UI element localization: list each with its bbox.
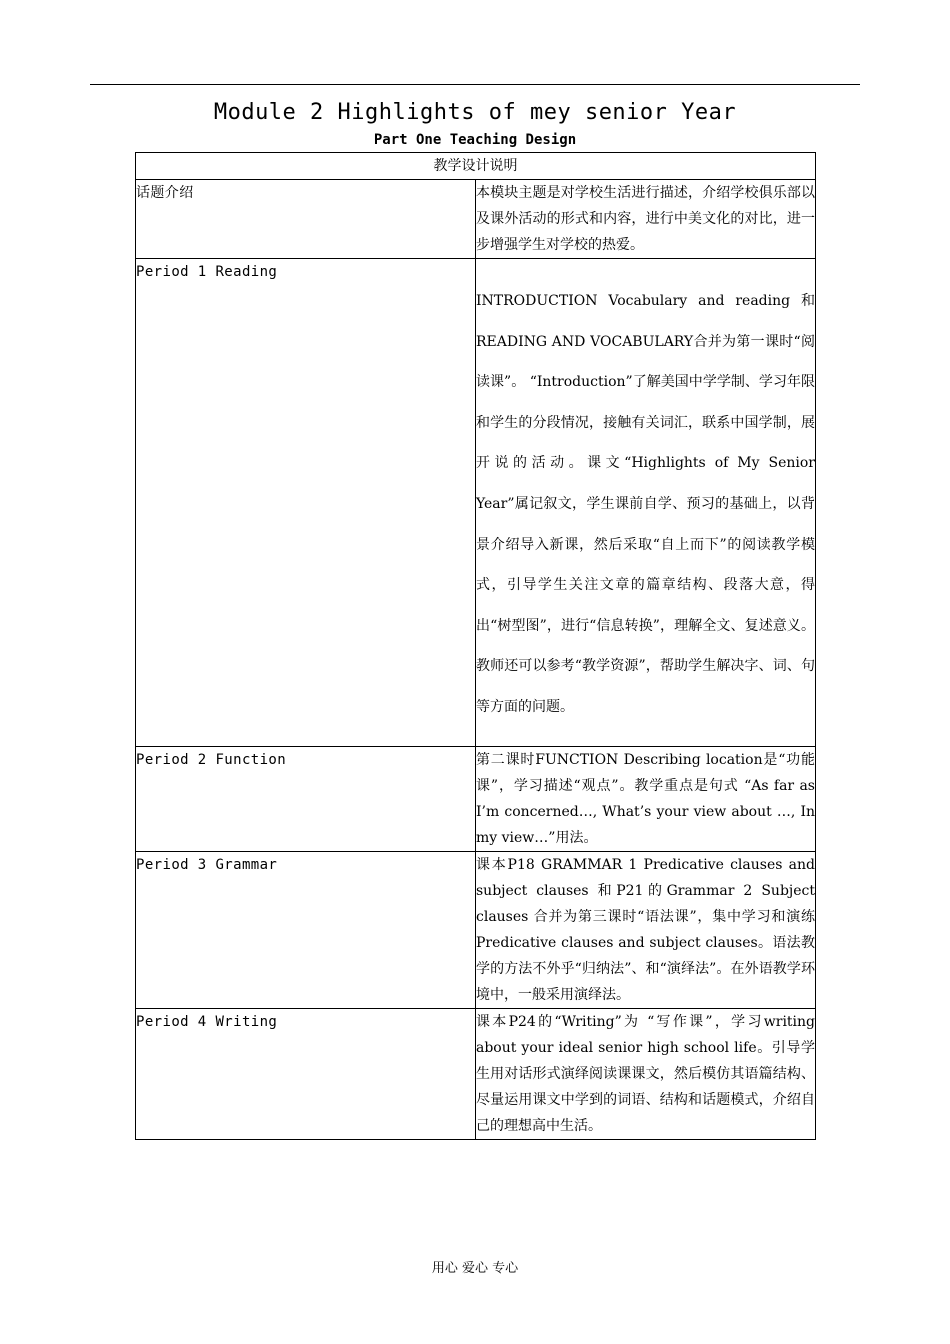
page-footer: 用心 爱心 专心 bbox=[431, 1261, 519, 1276]
document-title: Module 2 Highlights of mey senior Year bbox=[213, 100, 737, 125]
table-header-row bbox=[136, 153, 816, 180]
row-label-function: Period 2 Function bbox=[136, 746, 476, 851]
table-row bbox=[136, 1008, 816, 1139]
table-row bbox=[136, 851, 816, 1008]
row-content-writing: 课本P24的“Writing”为 “写作课”，学习writing about your ideal senior high school life。引导学生用对话形式演绎阅读课课文，然后模仿其语篇结构、尽量运用课文中学到的词语、结构和话题模式，介绍自己的理想高中生活。 bbox=[476, 1008, 816, 1139]
row-content-reading: INTRODUCTION Vocabulary and reading 和 READING AND VOCABULARY合并为第一课时“阅读课”。 “Introduction”了解美国中学学制、学习年限和学生的分段情况，接触有关词汇，联系中国学制，展开说的活动。课文“Highlights of My Senior Year”属记叙文，学生课前自学、预习的基础上，以背景介绍导入新课，然后采取“自上而下”的阅读教学模式，引导学生关注文章的篇章结构、段落大意，得出“树型图”，进行“信息转换”，理解全文、复述意义。教师还可以参考“教学资源”，帮助学生解决字、词、句等方面的问题。 bbox=[476, 293, 815, 715]
header-rule bbox=[90, 84, 860, 85]
table-row bbox=[136, 746, 816, 851]
document-subtitle: Part One Teaching Design bbox=[373, 132, 577, 148]
row-label-topic: 话题介绍 bbox=[136, 180, 476, 259]
row-content-grammar: 课本P18 GRAMMAR 1 Predicative clauses and subject clauses 和P21的Grammar 2 Subject clauses 合并为第三课时“语法课”，集中学习和演练Predicative clauses and subject clauses。语法教学的方法不外乎“归纳法”、和“演绎法”。在外语教学环境中，一般采用演绎法。 bbox=[476, 851, 816, 1008]
row-content-function: 第二课时FUNCTION Describing location是“功能课”，学习描述“观点”。教学重点是句式 “As far as I’m concerned…, What’s your view about …, In my view…”用法。 bbox=[476, 746, 816, 851]
row-content-reading-cell bbox=[476, 259, 816, 747]
row-content-topic: 本模块主题是对学校生活进行描述，介绍学校俱乐部以及课外活动的形式和内容，进行中美文化的对比，进一步增强学生对学校的热爱。 bbox=[476, 180, 816, 259]
row-label-grammar: Period 3 Grammar bbox=[136, 851, 476, 1008]
table-row bbox=[136, 180, 816, 259]
row-label-reading: Period 1 Reading bbox=[136, 259, 476, 747]
row-label-writing: Period 4 Writing bbox=[136, 1008, 476, 1139]
table-row bbox=[136, 259, 816, 747]
table-header-cell: 教学设计说明 bbox=[136, 153, 816, 180]
teaching-design-table bbox=[135, 152, 816, 1140]
